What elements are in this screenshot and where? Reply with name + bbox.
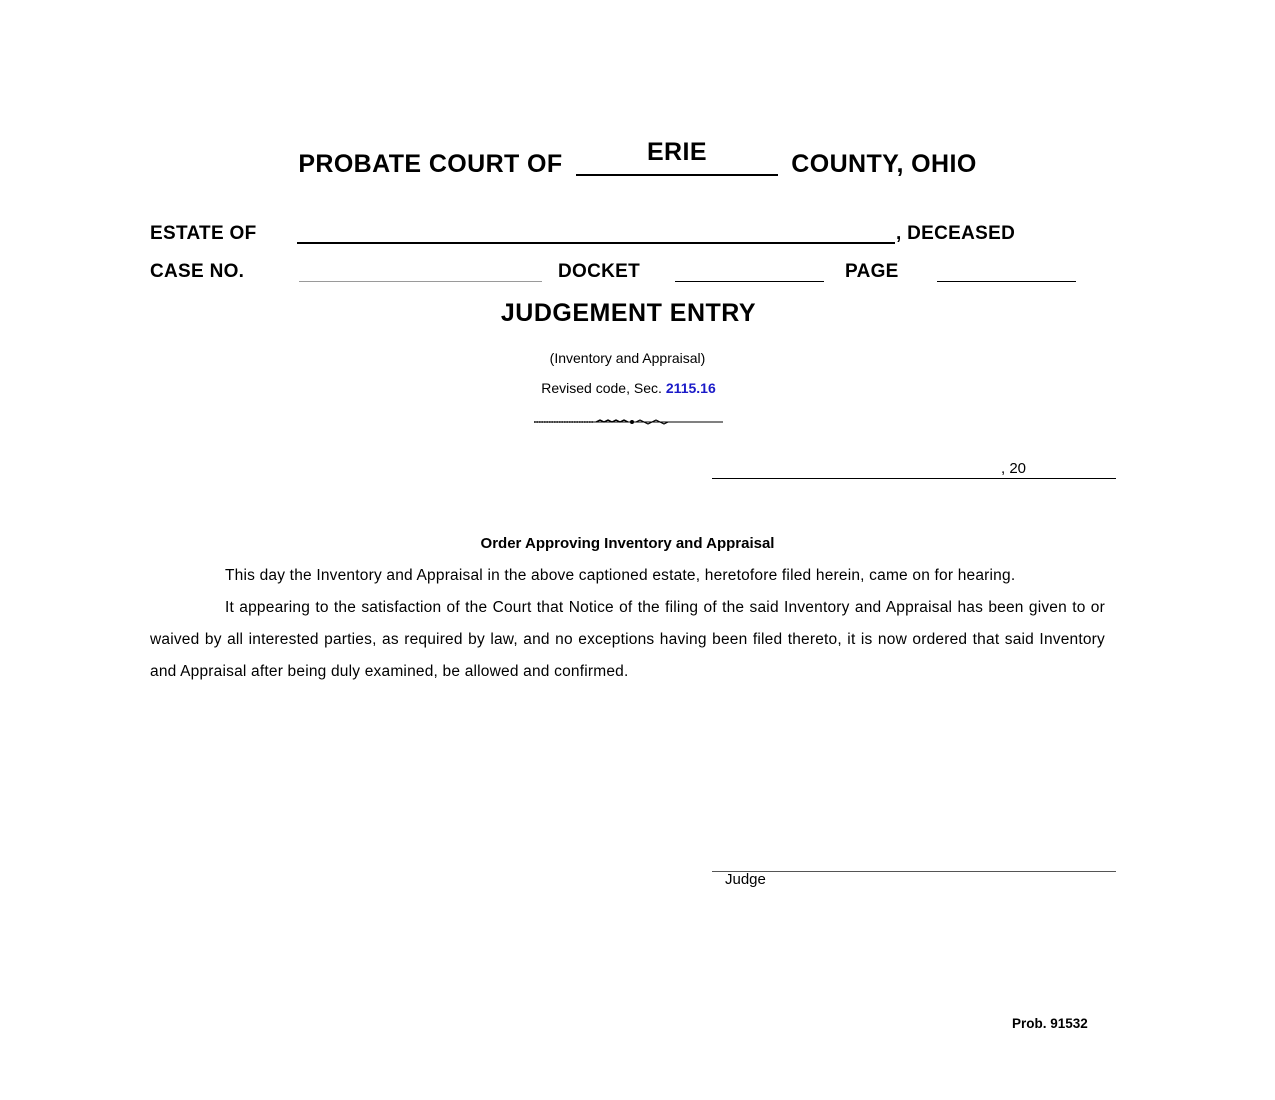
ornament-divider bbox=[534, 417, 723, 427]
order-paragraph-1: This day the Inventory and Appraisal in the above captioned estate, heretofore filed herein, came on for hearing. bbox=[225, 567, 1016, 584]
deceased-label: , DECEASED bbox=[896, 223, 1016, 244]
estate-name-field[interactable] bbox=[297, 242, 895, 244]
page-label: PAGE bbox=[845, 261, 899, 282]
order-heading: Order Approving Inventory and Appraisal bbox=[480, 535, 775, 552]
court-title-prefix: PROBATE COURT OF bbox=[298, 150, 563, 178]
document-subtitle: (Inventory and Appraisal) bbox=[549, 350, 706, 366]
revised-code-label: Revised code, Sec. bbox=[541, 380, 662, 396]
judgement-entry-heading: JUDGEMENT ENTRY bbox=[500, 299, 757, 327]
docket-label: DOCKET bbox=[558, 261, 641, 282]
court-title bbox=[0, 138, 1275, 179]
date-year-prefix: , 20 bbox=[1001, 460, 1027, 477]
case-number-label: CASE NO. bbox=[150, 261, 245, 282]
court-title-suffix: COUNTY, OHIO bbox=[791, 150, 977, 178]
judge-label: Judge bbox=[725, 871, 766, 888]
county-field[interactable] bbox=[576, 138, 778, 176]
page-field[interactable] bbox=[937, 281, 1076, 282]
revised-code-section: 2115.16 bbox=[665, 380, 716, 396]
revised-code-line bbox=[0, 380, 1257, 396]
date-field[interactable] bbox=[712, 478, 1116, 479]
order-body bbox=[150, 560, 1105, 688]
case-number-field[interactable] bbox=[299, 281, 542, 282]
judge-signature-line[interactable] bbox=[712, 871, 1116, 872]
county-value: ERIE bbox=[646, 138, 707, 166]
form-number: Prob. 91532 bbox=[1012, 1016, 1088, 1031]
order-paragraph-2: It appearing to the satisfaction of the Court that Notice of the filing of the said Inventory and Appraisal has been given to or waived by all interested parties, as required by law, and no exceptions having been filed thereto, it is now ordered that said Inventory and Appraisal after being duly examined, be allowed and confirmed. bbox=[150, 599, 1105, 680]
docket-field[interactable] bbox=[675, 281, 824, 282]
estate-label: ESTATE OF bbox=[150, 223, 257, 244]
